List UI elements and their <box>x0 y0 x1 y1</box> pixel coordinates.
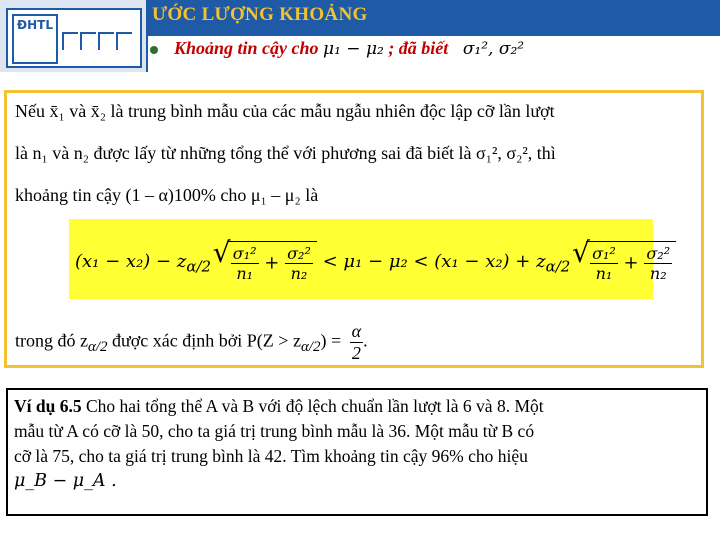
frac-den: n₂ <box>290 264 308 283</box>
example-box <box>6 388 708 516</box>
confidence-interval-formula <box>69 219 671 299</box>
line4-mid: được xác định bởi P(Z > z <box>107 330 301 351</box>
logo-stripe-icon <box>80 32 96 50</box>
line4-pre: trong đó z <box>15 330 88 351</box>
subtitle-known: σ₁², σ₂² <box>462 39 525 59</box>
definition-line-1: Nếu x̄₁ và x̄₂ là trung bình mẫu của các mẫu ngẫu nhiên độc lập cỡ lần lượt <box>15 101 555 121</box>
line4-end: ) = <box>320 330 342 351</box>
definition-box <box>4 90 704 368</box>
logo-panel <box>0 0 148 72</box>
example-lead: Ví dụ 6.5 <box>14 396 82 416</box>
example-line-2: mẫu từ A có cỡ là 50, cho ta giá trị trung bình mẫu là 36. Một mẫu từ B có <box>14 421 535 441</box>
formula-left: (x₁ − x₂) − z <box>75 251 187 272</box>
subtitle <box>150 38 720 72</box>
frac-num: σ₂² <box>646 244 671 263</box>
university-logo-icon <box>12 14 58 64</box>
line4-sub: α/2 <box>87 339 108 356</box>
formula-sub: α/2 <box>545 257 571 276</box>
period: . <box>363 330 368 351</box>
example-line-4: μ_B − μ_A . <box>14 471 117 491</box>
frac-num: √ σ₁² <box>232 244 257 263</box>
frac-num: √ σ₁² <box>592 244 616 263</box>
subtitle-text: Khoảng tin cậy cho <box>174 38 319 58</box>
alpha-num: α <box>351 321 362 341</box>
sqrt-left <box>227 241 317 283</box>
sqrt-right <box>586 241 676 283</box>
formula-sub: α/2 <box>186 257 212 276</box>
plus-sign: + <box>623 252 639 274</box>
frac-den: n₁ <box>595 264 613 283</box>
example-line-1 <box>14 394 700 419</box>
frac-den: n₁ <box>236 264 254 283</box>
formula-mid: < μ₁ − μ₂ < (x₁ − x₂) + z <box>322 251 546 272</box>
page-title: ƯỚC LƯỢNG KHOẢNG <box>152 4 368 25</box>
example-text-1: Cho hai tổng thể A và B với độ lệch chuẩn lần lượt là 6 và 8. Một <box>81 396 544 416</box>
subtitle-suffix: ; đã biết <box>388 38 449 58</box>
example-line-3: cỡ là 75, cho ta giá trị trung bình là 42. Tìm khoảng tin cậy 96% cho hiệu <box>14 446 528 466</box>
alpha-over-two <box>350 321 363 364</box>
frac-num: σ₂² <box>287 244 311 263</box>
logo-stripe-icon <box>98 32 114 50</box>
frac-den: n₂ <box>649 264 667 283</box>
plus-sign: + <box>264 252 280 274</box>
logo-stripe-icon <box>62 32 78 50</box>
logo-text: ĐHTL <box>17 18 53 32</box>
line4-sub: α/2 <box>300 339 321 356</box>
logo-stripe-icon <box>116 32 132 50</box>
definition-line-4 <box>15 321 368 364</box>
subtitle-expr: μ₁ − μ₂ <box>323 39 384 59</box>
two-den: 2 <box>351 343 361 363</box>
logo <box>6 8 142 68</box>
definition-line-3: khoảng tin cậy (1 – α)100% cho μ₁ – μ₂ là <box>15 185 319 205</box>
definition-line-2: là n₁ và n₂ được lấy từ những tổng thể với phương sai đã biết là σ₁², σ₂², thì <box>15 143 556 163</box>
bullet-icon <box>150 46 158 54</box>
